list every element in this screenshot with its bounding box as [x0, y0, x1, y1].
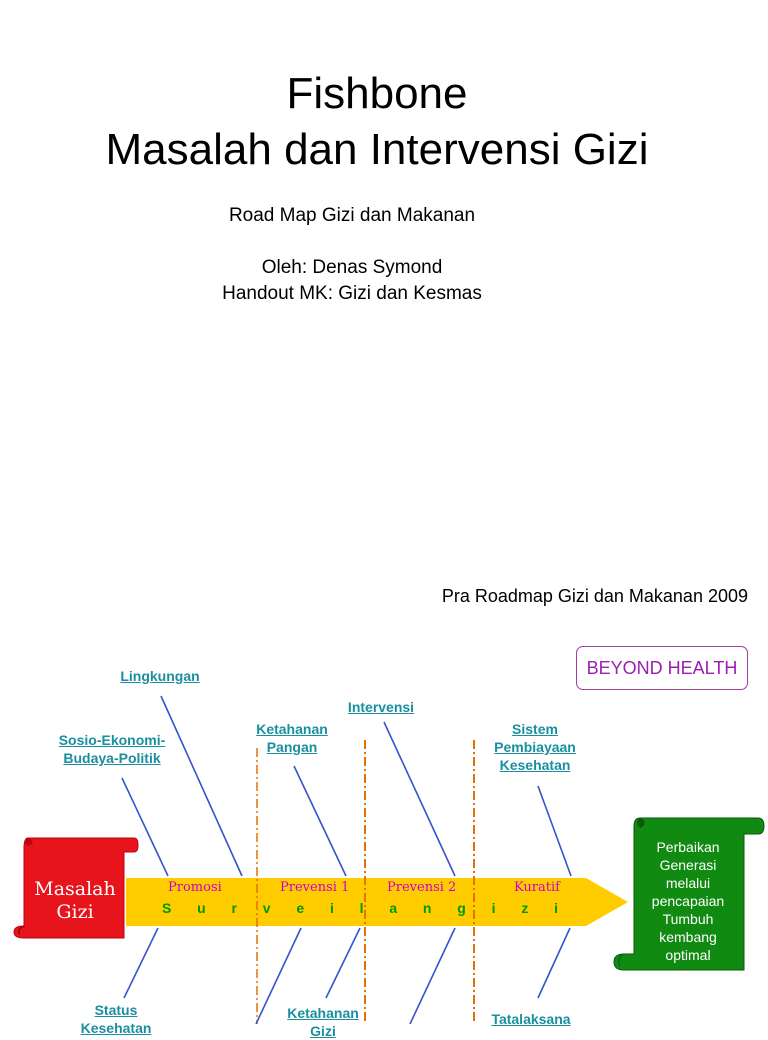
surveilan-letter: i — [554, 900, 558, 916]
bone-ketahanan-pangan — [294, 766, 346, 876]
surveilan-gizi-text — [162, 900, 558, 916]
author-line: Oleh: Denas Symond — [261, 257, 443, 278]
phase-kuratif: Kuratif — [514, 880, 560, 895]
surveilan-letter: i — [491, 900, 496, 916]
surveilan-letter: l — [359, 900, 364, 916]
title-line-1: Fishbone — [286, 69, 468, 118]
surveilan-letter: r — [231, 900, 237, 916]
surveilan-letter: S — [162, 900, 172, 916]
label-intervensi: Intervensi — [347, 699, 415, 715]
phase-promosi: Promosi — [168, 880, 222, 895]
handout-line: Handout MK: Gizi dan Kesmas — [222, 283, 482, 304]
surveilan-letter: z — [521, 900, 529, 916]
subtitle: Road Map Gizi dan Makanan — [228, 205, 476, 226]
surveilan-letter: g — [457, 900, 466, 916]
surveilan-letter: v — [262, 900, 271, 916]
label-lingkungan: Lingkungan — [120, 668, 200, 684]
bone-lingkungan — [161, 696, 242, 876]
surveilan-letter: i — [329, 900, 334, 916]
label-sistem-pembiayaan: Sistem Pembiayaan Kesehatan — [494, 721, 576, 773]
roadmap-label: Pra Roadmap Gizi dan Makanan 2009 — [441, 586, 748, 606]
bone-tatalaksana — [538, 928, 570, 998]
surveilan-letter: a — [389, 900, 398, 916]
phase-prevensi-2: Prevensi 2 — [387, 880, 457, 895]
bone-ketahanan-gizi — [326, 928, 360, 998]
bone-status — [124, 928, 158, 998]
bone-intervensi — [384, 722, 455, 876]
label-tatalaksana: Tatalaksana — [491, 1011, 571, 1027]
title-line-2: Masalah dan Intervensi Gizi — [105, 125, 649, 174]
bone-sistem — [538, 786, 571, 876]
phase-prevensi-1: Prevensi 1 — [280, 880, 350, 895]
surveilan-letter: e — [296, 900, 305, 916]
bone-bottom-4 — [410, 928, 455, 1024]
label-sosio-ekonomi: Sosio-Ekonomi- Budaya-Politik — [58, 732, 166, 766]
surveilan-letter: n — [422, 900, 432, 916]
label-ketahanan-gizi: Ketahanan Gizi — [287, 1005, 359, 1039]
head-label: Masalah Gizi — [34, 878, 116, 923]
goal-text: Perbaikan Generasi melalui pencapaian Tumbuh kembang optimal — [651, 839, 725, 963]
surveilan-letter: u — [197, 900, 206, 916]
label-ketahanan-pangan: Ketahanan Pangan — [256, 721, 328, 755]
beyond-health-box: BEYOND HEALTH — [576, 646, 748, 690]
bone-sosio — [122, 778, 168, 876]
label-status-kesehatan: Status Kesehatan — [80, 1002, 152, 1036]
